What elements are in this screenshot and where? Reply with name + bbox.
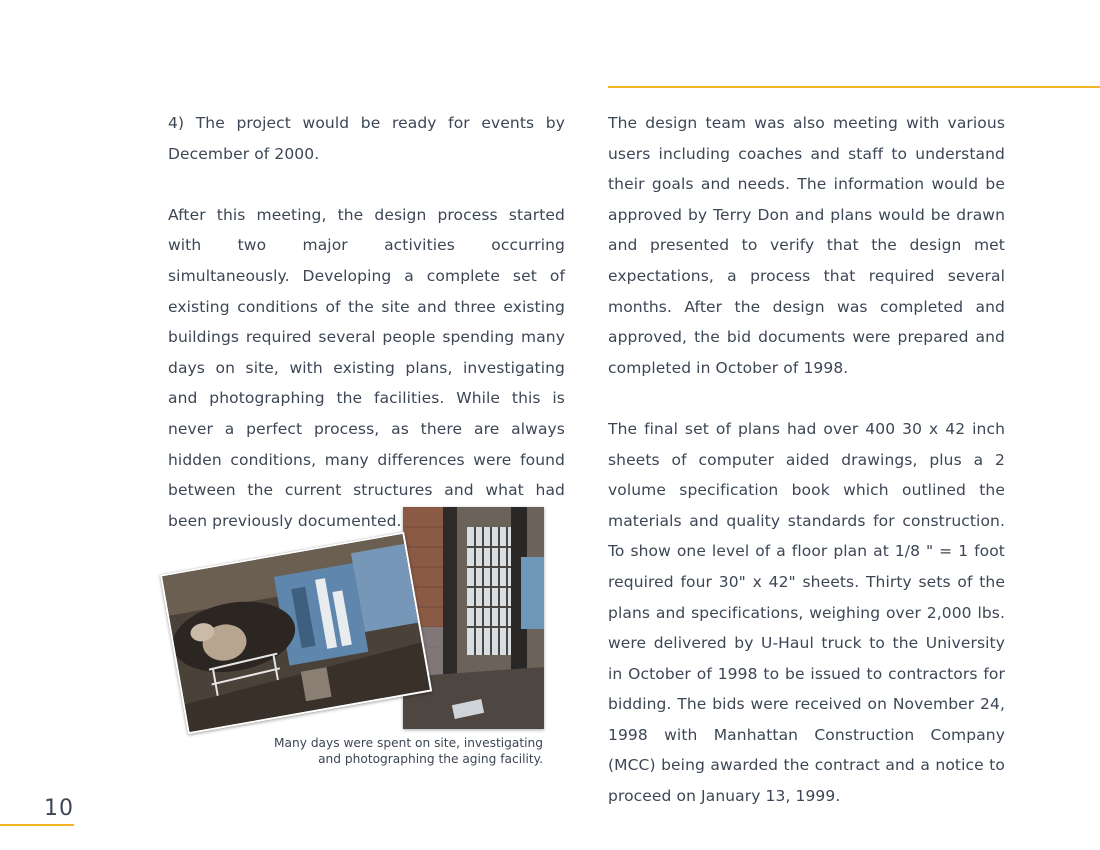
left-text-column [168, 108, 565, 536]
corridor-photo [403, 507, 544, 729]
bottom-accent-rule [0, 824, 74, 826]
caption-line: Many days were spent on site, investigating [274, 736, 543, 750]
top-accent-rule [608, 86, 1100, 88]
page-number: 10 [44, 796, 74, 821]
right-text-column [608, 108, 1005, 812]
paragraph: After this meeting, the design process started with two major activities occurring simultaneously. Developing a complete set of existing conditions of the site and three existing buildings required several people spending many days on site, with existing plans, investigating and photographing the facilities. While this is never a perfect process, as there are always hidden conditions, many differences were found between the current structures and what had been previously documented. [168, 205, 565, 530]
paragraph: The design team was also meeting with various users including coaches and staff to understand their goals and needs. The information would be approved by Terry Don and plans would be drawn and presented to verify that the design met expectations, a process that required several months. After the design was completed and approved, the bid documents were prepared and completed in October of 1998. [608, 114, 1005, 377]
machinery-photo [160, 532, 432, 735]
corridor-image [403, 507, 544, 729]
photo-caption [250, 736, 543, 767]
paragraph: 4) The project would be ready for events by December of 2000. [168, 114, 565, 163]
paragraph: The final set of plans had over 400 30 x 42 inch sheets of computer aided drawings, plus a 2 volume specification book which outlined the materials and quality standards for construction. To show one level of a floor plan at 1/8 " = 1 foot required four 30" x 42" sheets. Thirty sets of the plans and specifications, weighing over 2,000 lbs. were delivered by U-Haul truck to the University in October of 1998 to be issued to contractors for bidding. The bids were received on November 24, 1998 with Manhattan Construction Company (MCC) being awarded the contract and a notice to proceed on January 13, 1999. [608, 419, 1005, 806]
caption-line: and photographing the aging facility. [318, 751, 543, 766]
machinery-image [162, 534, 430, 732]
